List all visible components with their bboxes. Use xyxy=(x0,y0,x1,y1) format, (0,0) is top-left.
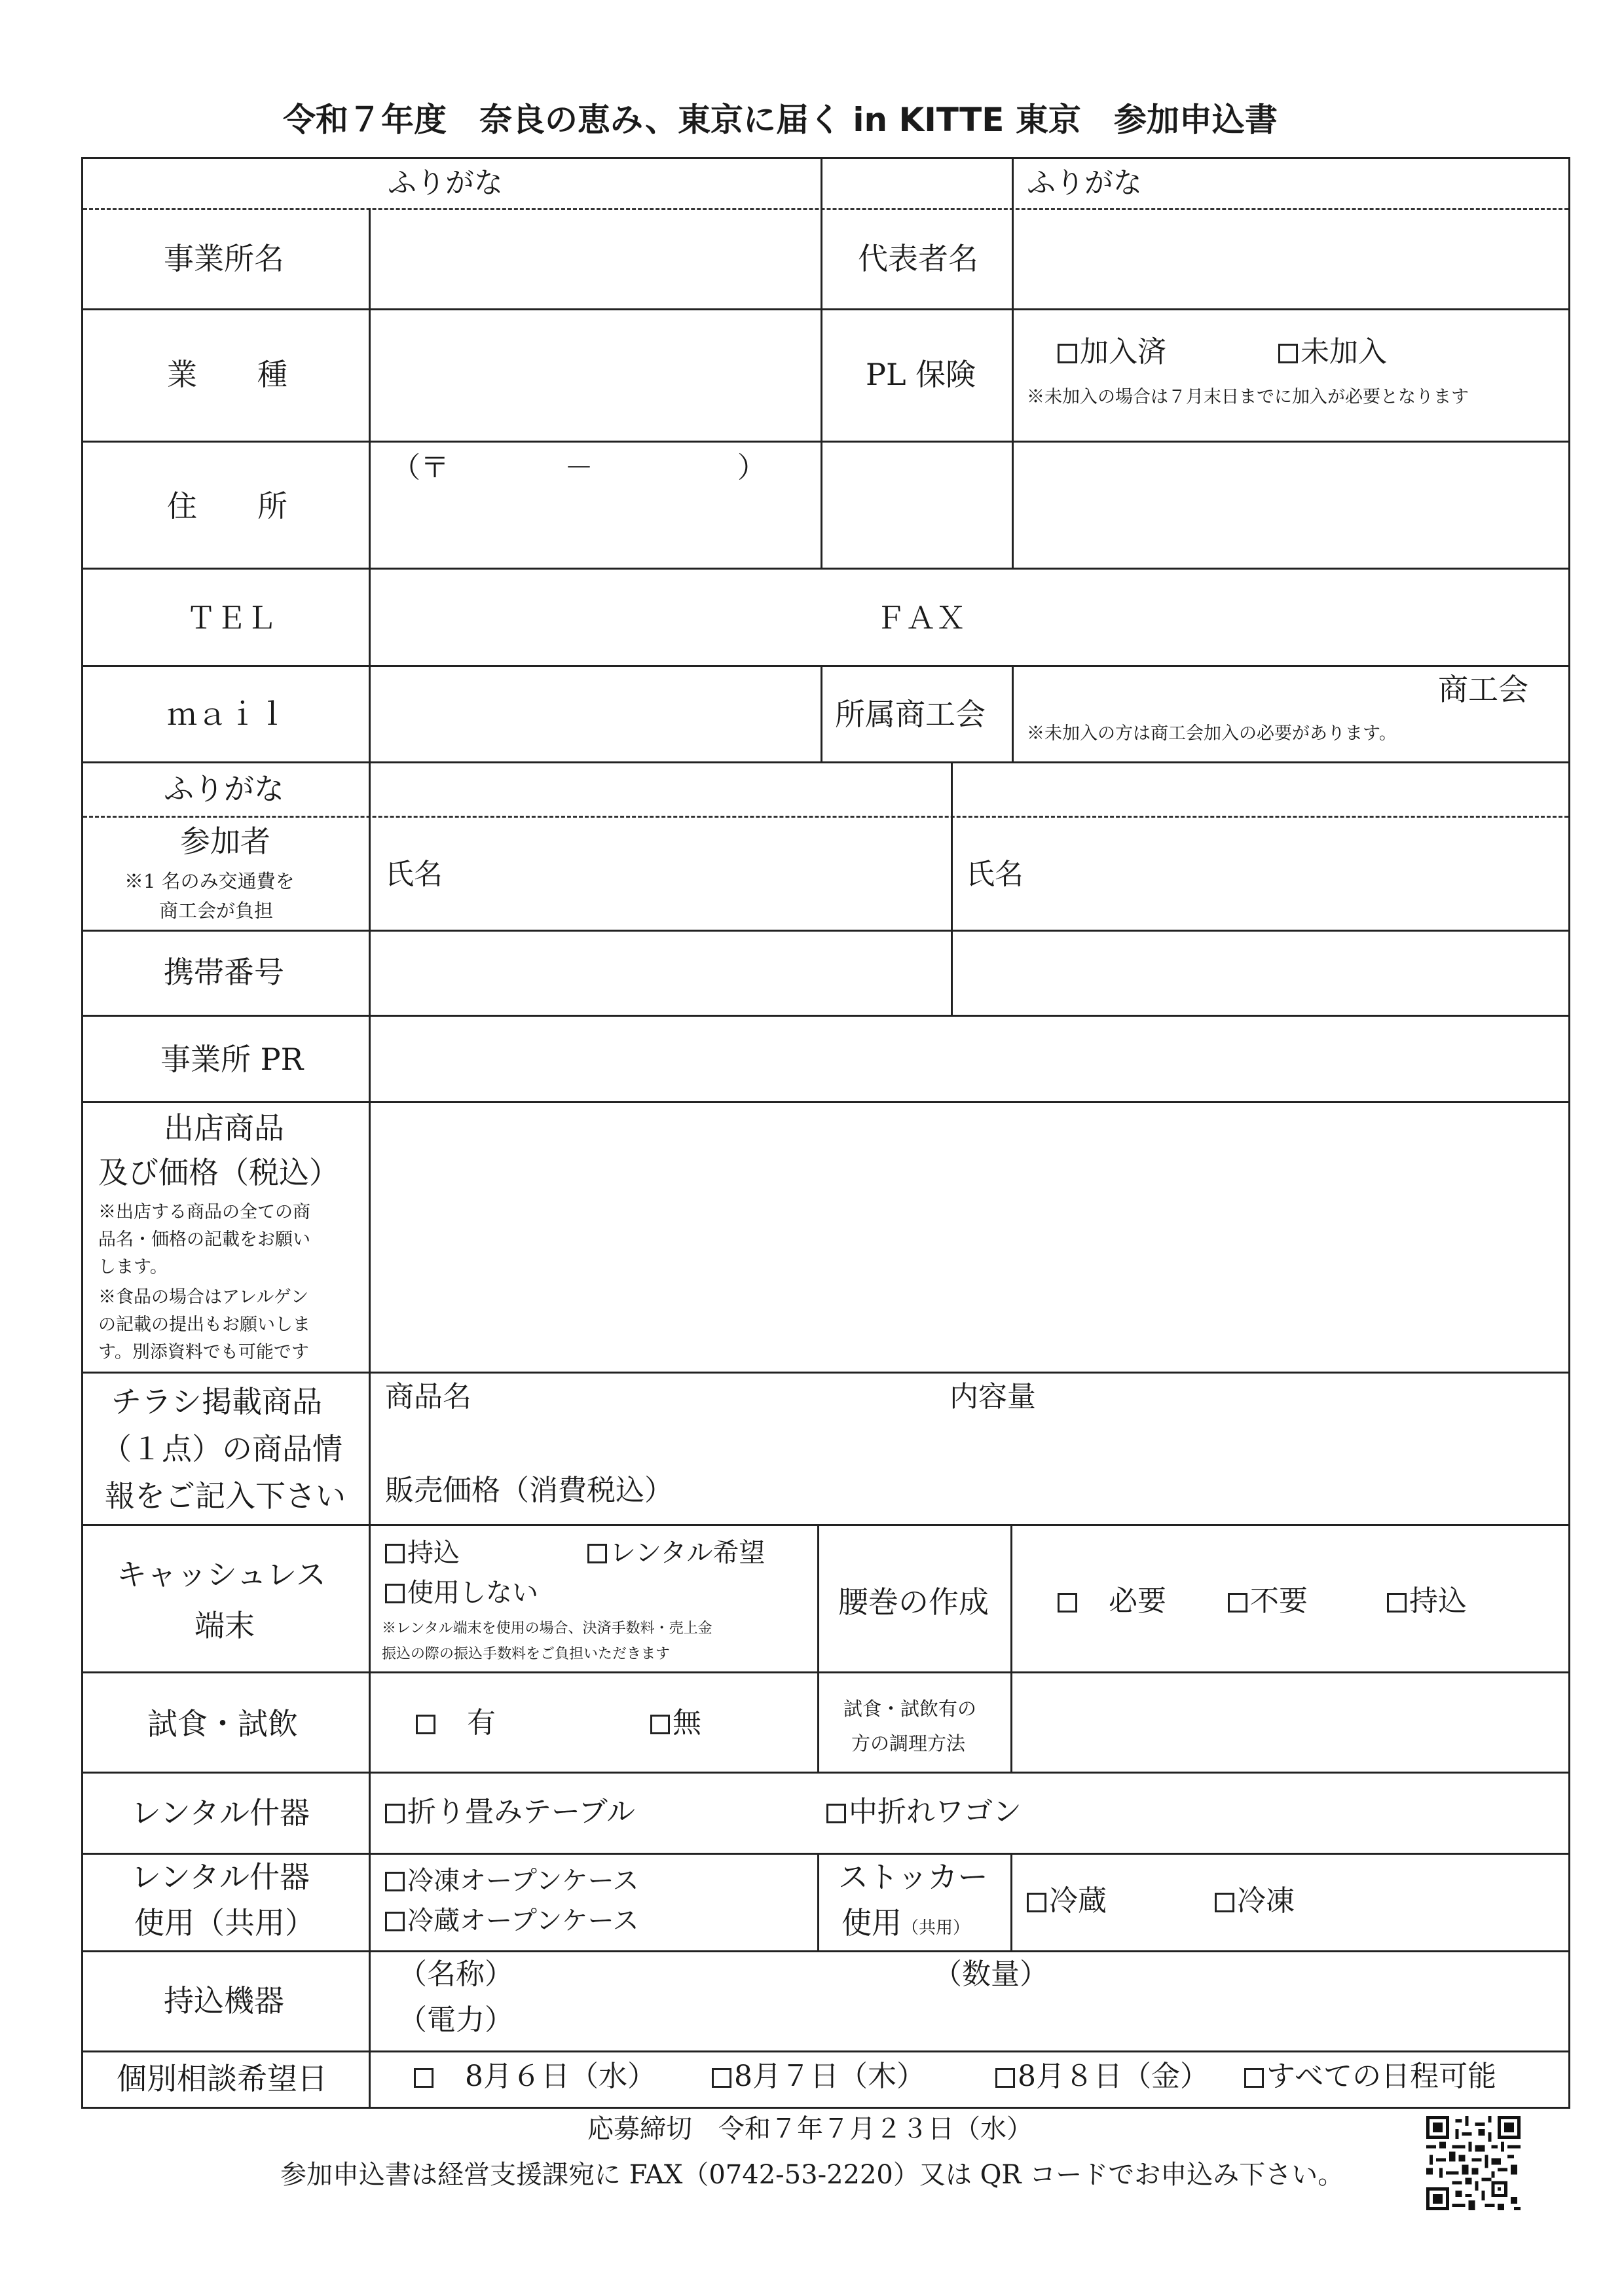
equipment-quantity-field[interactable]: （数量） xyxy=(933,1958,1048,1991)
flyer-product-name[interactable]: 商品名 xyxy=(385,1380,471,1413)
cashless-label-1: キャッシュレス xyxy=(117,1557,326,1592)
qr-code-icon[interactable] xyxy=(1426,2116,1521,2210)
consultation-label: 個別相談希望日 xyxy=(117,2061,327,2096)
flyer-price[interactable]: 販売価格（消費税込） xyxy=(385,1474,673,1507)
checkbox-icon xyxy=(385,1872,405,1891)
business-name-label: 事業所名 xyxy=(164,241,284,276)
band-bring-checkbox[interactable]: 持込 xyxy=(1387,1587,1467,1616)
stocker-label-2: 使用（共用） xyxy=(841,1905,970,1941)
tel-field[interactable] xyxy=(373,573,815,661)
products-note-1: ※出店する商品の全ての商 xyxy=(98,1202,310,1222)
chamber-field[interactable] xyxy=(1016,670,1422,716)
equipment-power-field[interactable]: （電力） xyxy=(398,2003,513,2037)
consultation-aug6-checkbox[interactable]: 8月６日（水） xyxy=(414,2062,656,2091)
products-note-6: す。別添資料でも可能です xyxy=(98,1342,309,1362)
checkbox-icon xyxy=(385,1584,405,1603)
equipment-name-field[interactable]: （名称） xyxy=(398,1958,513,1991)
chamber-note: ※未加入の方は商工会加入の必要があります。 xyxy=(1027,723,1397,744)
chamber-label: 所属商工会 xyxy=(835,697,986,732)
checkbox-icon xyxy=(385,1804,405,1823)
participant-note-2: 商工会が負担 xyxy=(159,900,274,922)
checkbox-icon xyxy=(650,1715,670,1734)
checkbox-icon xyxy=(712,2068,731,2088)
tasting-label: 試食・試飲 xyxy=(147,1706,298,1741)
furigana-right-label: ふりがな xyxy=(1027,166,1142,200)
checkbox-icon xyxy=(826,1804,846,1823)
participant-furigana-label: ふりがな xyxy=(164,771,284,807)
mail-field[interactable] xyxy=(373,670,815,758)
pl-not-joined-checkbox[interactable]: 未加入 xyxy=(1278,338,1387,367)
band-label: 腰巻の作成 xyxy=(838,1584,989,1620)
business-pr-field[interactable] xyxy=(373,1020,1564,1097)
furigana-left-field[interactable] xyxy=(524,160,812,206)
participant-furigana-field-left[interactable] xyxy=(373,766,946,813)
checkbox-icon xyxy=(587,1544,607,1563)
footer-instructions: 参加申込書は経営支援課宛に FAX（0742-53-2220）又は QR コードでお申込み下さい。 xyxy=(280,2160,1344,2190)
stocker-frozen-checkbox[interactable]: 冷凍 xyxy=(1215,1887,1295,1916)
fax-label: ＦＡＸ xyxy=(876,600,966,636)
checkbox-icon xyxy=(1215,1893,1234,1912)
deadline: 応募締切 令和７年７月２３日（水） xyxy=(587,2114,1033,2144)
rental-fixture-label: レンタル什器 xyxy=(131,1795,310,1831)
products-note-2: 品名・価格の記載をお願い xyxy=(98,1230,310,1250)
checkbox-icon xyxy=(1058,1593,1077,1613)
chilled-case-checkbox[interactable]: 冷蔵オープンケース xyxy=(385,1908,639,1934)
industry-field[interactable] xyxy=(373,313,815,437)
band-no-need-checkbox[interactable]: 不要 xyxy=(1228,1587,1308,1616)
address-label: 住 所 xyxy=(167,488,287,524)
checkbox-icon xyxy=(414,2068,434,2088)
mail-label: ｍａｉｌ xyxy=(167,697,287,732)
products-field[interactable] xyxy=(373,1106,1564,1367)
tasting-method-label-2: 方の調理方法 xyxy=(851,1732,966,1755)
mobile-field-right[interactable] xyxy=(956,935,1564,1011)
tasting-yes-checkbox[interactable]: 有 xyxy=(416,1709,496,1738)
industry-label: 業 種 xyxy=(167,357,287,392)
representative-field[interactable] xyxy=(1016,213,1564,304)
cashless-note-2: 振込の際の振込手数料をご負担いただきます xyxy=(382,1646,671,1662)
flyer-volume[interactable]: 内容量 xyxy=(950,1380,1036,1413)
page-title: 令和７年度 奈良の恵み、東京に届く in KITTE 東京 参加申込書 xyxy=(283,101,1278,139)
participant-name-right[interactable]: 氏名 xyxy=(966,858,1024,891)
pl-insurance-label: PL 保険 xyxy=(866,357,976,392)
representative-label: 代表者名 xyxy=(858,241,978,276)
checkbox-icon xyxy=(1228,1593,1247,1613)
products-label-2: 及び価格（税込） xyxy=(98,1155,339,1190)
tel-label: ＴＥＬ xyxy=(186,600,276,636)
checkbox-icon xyxy=(416,1715,435,1734)
checkbox-icon xyxy=(995,2068,1015,2088)
furigana-right-field[interactable] xyxy=(1159,160,1559,206)
flyer-label-2: （１点）の商品情 xyxy=(101,1431,342,1467)
stocker-chilled-checkbox[interactable]: 冷蔵 xyxy=(1027,1887,1107,1916)
wagon-checkbox[interactable]: 中折れワゴン xyxy=(826,1798,1022,1827)
consultation-all-checkbox[interactable]: すべての日程可能 xyxy=(1244,2062,1496,2091)
consultation-aug8-checkbox[interactable]: 8月８日（金） xyxy=(995,2062,1209,2091)
checkbox-icon xyxy=(1244,2068,1264,2088)
equipment-label: 持込機器 xyxy=(164,1983,284,2018)
participant-furigana-field-right[interactable] xyxy=(956,766,1564,813)
fax-field[interactable] xyxy=(1016,573,1564,661)
checkbox-icon xyxy=(1278,344,1298,363)
tasting-method-label-1: 試食・試飲有の xyxy=(843,1698,977,1720)
flyer-label-3: 報をご記入下さい xyxy=(105,1478,346,1514)
business-pr-label: 事業所 PR xyxy=(160,1042,304,1077)
checkbox-icon xyxy=(1387,1593,1407,1613)
rental-shared-label-2: 使用（共用） xyxy=(134,1905,315,1941)
furigana-left-label: ふりがな xyxy=(388,166,503,200)
pl-note: ※未加入の場合は７月末日までに加入が必要となります xyxy=(1027,387,1469,407)
products-note-5: の記載の提出もお願いしま xyxy=(98,1315,310,1335)
tasting-no-checkbox[interactable]: 無 xyxy=(650,1709,701,1738)
tasting-method-field[interactable] xyxy=(1015,1676,1564,1768)
participant-label: 参加者 xyxy=(180,824,270,859)
mobile-label: 携帯番号 xyxy=(164,955,284,990)
checkbox-icon xyxy=(1058,344,1077,363)
rental-shared-label-1: レンタル什器 xyxy=(131,1859,310,1895)
postal-code-field[interactable]: （〒 － ） xyxy=(392,451,766,484)
participant-name-left[interactable]: 氏名 xyxy=(385,858,443,891)
business-name-field[interactable] xyxy=(373,213,815,304)
cashless-bring-checkbox[interactable]: 持込 xyxy=(385,1540,460,1566)
flyer-label-1: チラシ掲載商品 xyxy=(111,1384,322,1419)
participant-note-1: ※1 名のみ交通費を xyxy=(124,870,295,892)
pl-joined-checkbox[interactable]: 加入済 xyxy=(1058,338,1166,367)
cashless-label-2: 端末 xyxy=(194,1608,255,1643)
checkbox-icon xyxy=(385,1912,405,1931)
frozen-case-checkbox[interactable]: 冷凍オープンケース xyxy=(385,1868,639,1894)
consultation-aug7-checkbox[interactable]: 8月７日（木） xyxy=(712,2062,925,2091)
folding-table-checkbox[interactable]: 折り畳みテーブル xyxy=(385,1798,635,1827)
products-label-1: 出店商品 xyxy=(164,1110,284,1146)
mobile-field-left[interactable] xyxy=(373,935,946,1011)
checkbox-icon xyxy=(1027,1893,1046,1912)
chamber-suffix: 商工会 xyxy=(1438,672,1528,707)
cashless-rental-checkbox[interactable]: レンタル希望 xyxy=(587,1540,765,1566)
stocker-label-1: ストッカー xyxy=(838,1859,988,1895)
band-need-checkbox[interactable]: 必要 xyxy=(1058,1587,1166,1616)
products-note-3: します。 xyxy=(98,1257,168,1277)
cashless-note-1: ※レンタル端末を使用の場合、決済手数料・売上金 xyxy=(382,1620,712,1637)
products-note-4: ※食品の場合はアレルゲン xyxy=(98,1287,309,1307)
cashless-not-use-checkbox[interactable]: 使用しない xyxy=(385,1580,538,1606)
address-field[interactable] xyxy=(373,491,1562,563)
checkbox-icon xyxy=(385,1544,405,1563)
